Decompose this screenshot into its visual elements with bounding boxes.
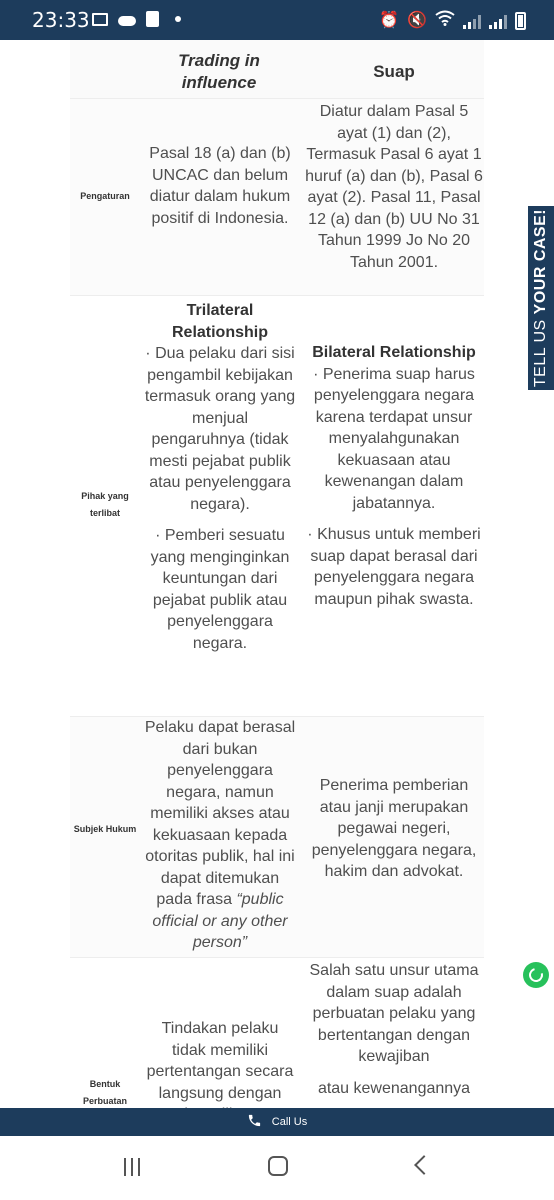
row-label: Pihak yang terlibat [81, 491, 129, 518]
wifi-icon [435, 10, 455, 31]
signal-icon [489, 13, 507, 29]
cell-trading-in-influence [144, 717, 296, 954]
table-row [70, 99, 484, 296]
back-icon[interactable] [414, 1155, 434, 1175]
phone-icon [247, 1113, 262, 1131]
cell-italic-phrase: “public official or any other person” [152, 891, 288, 951]
list-item: · Dua pelaku dari sisi pengambil kebijakan termasuk orang yang menjual pengaruhnya (tidak mesti pejabat publik atau penyelenggara negara). [144, 345, 296, 513]
tell-us-label [528, 206, 554, 390]
signal-icon [463, 13, 481, 29]
sim-icon [146, 11, 159, 27]
system-nav-bar [0, 1136, 554, 1200]
cell-text: Pelaku dapat berasal dari bukan penyelenggara negara, namun memiliki akses atau kekuasaan kepada otoritas publik, hal ini dapat ditemukan pada frasa [144, 719, 296, 908]
comparison-table [70, 40, 484, 1159]
clock: 23:33 [32, 8, 90, 32]
cloud-icon [118, 16, 136, 26]
tell-us-emphasis: YOUR CASE! [532, 208, 549, 315]
mute-icon: 🔇 [407, 11, 427, 29]
cell-suap [304, 960, 484, 1099]
tell-us-prefix: TELL US [532, 319, 549, 388]
whatsapp-icon[interactable] [523, 962, 549, 988]
trilateral-title: Trilateral Relationship [171, 302, 268, 341]
header-suap: Suap [373, 62, 415, 81]
header-trading-in-influence: Trading in influence [178, 51, 260, 92]
tell-us-your-case-tab[interactable] [528, 206, 554, 390]
table-row [70, 717, 484, 958]
row-label: Bentuk Perbuatan [82, 1079, 127, 1106]
cell-trading-in-influence: Pasal 18 (a) dan (b) UNCAC dan belum diatur dalam hukum positif di Indonesia. [149, 145, 291, 227]
recent-apps-icon[interactable] [124, 1158, 140, 1176]
status-bar [0, 0, 554, 40]
table-header [70, 40, 484, 99]
list-item: · Pemberi sesuatu yang menginginkan keuntungan dari pejabat publik atau penyelenggara negara. [150, 527, 290, 652]
row-label: Subjek Hukum [73, 824, 137, 834]
alarm-icon: ⏰ [379, 11, 400, 29]
bilateral-title: Bilateral Relationship [312, 344, 476, 361]
home-icon[interactable] [268, 1156, 288, 1176]
table-row [70, 296, 484, 717]
cell-trading-in-influence: Tindakan pelaku tidak memiliki pertentangan secara langsung dengan [146, 1020, 294, 1102]
cell-text: Salah satu unsur utama dalam suap adalah perbuatan pelaku yang bertentangan dengan kewajiban [309, 962, 479, 1065]
notification-icons [92, 11, 181, 27]
call-us-label: Call Us [271, 1116, 308, 1128]
row-label: Pengaturan [80, 191, 130, 201]
article-content [0, 40, 554, 1108]
list-item: · Penerima suap harus penyelenggara negara karena terdapat unsur menyalahgunakan kekuasaan atau kewenangan dalam jabatannya. [313, 365, 475, 512]
call-us-button[interactable] [0, 1108, 554, 1136]
cell-suap [304, 342, 484, 610]
image-icon [92, 13, 108, 26]
cell-trading-in-influence [144, 300, 296, 654]
cell-suap: Penerima pemberian atau janji merupakan pegawai negeri, penyelenggara negara, hakim dan advokat. [311, 777, 477, 880]
cell-suap: Diatur dalam Pasal 5 ayat (1) dan (2), Termasuk Pasal 6 ayat 1 huruf (a) dan (b), Pasal 6 ayat (2). Pasal 11, Pasal 12 (a) dan (b) UU No 31 Tahun 1999 Jo No 20 Tahun 2001. [305, 103, 483, 271]
system-icons [379, 10, 526, 31]
dot-icon [175, 16, 181, 22]
cell-text-continued: atau kewenangannya [317, 1079, 471, 1097]
list-item: · Khusus untuk memberi suap dapat berasal dari penyelenggara negara maupun pihak swasta. [307, 526, 481, 608]
battery-icon [515, 12, 526, 30]
